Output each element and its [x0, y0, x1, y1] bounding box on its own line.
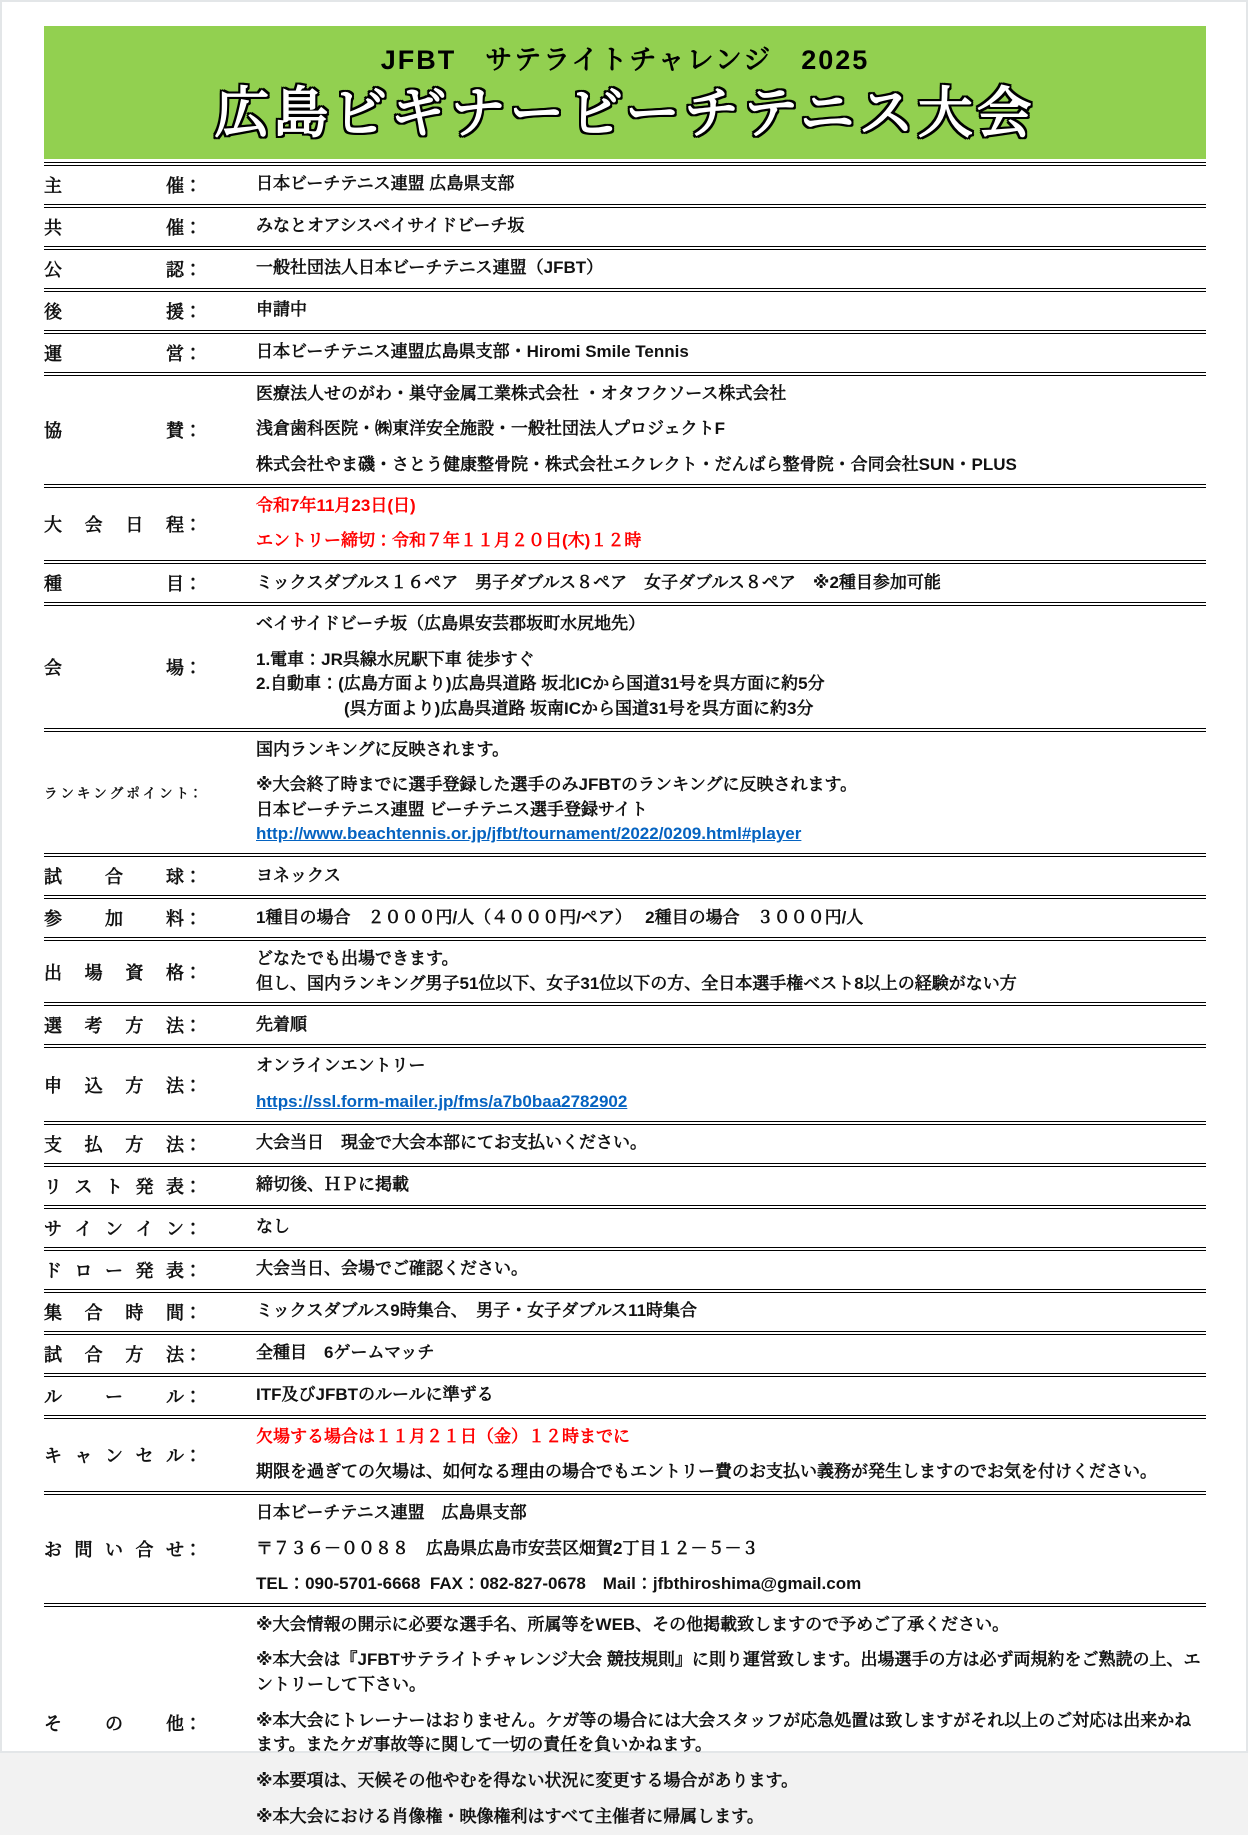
row-label-char: 会: [44, 657, 62, 678]
row-label: [44, 782, 202, 802]
row-label-char: 時: [125, 1302, 144, 1323]
row-content: [202, 1173, 1206, 1198]
row-label: [44, 1215, 202, 1241]
table-row: [44, 208, 1206, 250]
row-label-char: 公: [44, 259, 62, 280]
row-label-char: ャ: [74, 1445, 93, 1466]
row-label-char: 合: [84, 1302, 103, 1323]
row-label-char: 選: [44, 1016, 62, 1037]
row-content: [202, 214, 1206, 239]
row-label-char: 格：: [165, 962, 202, 983]
table-row: [44, 334, 1206, 376]
row-content: [202, 340, 1206, 365]
text-line: 医療法人せのがわ・巣守金属工業株式会社 ・オタフクソース株式会社: [256, 383, 787, 403]
row-content: [202, 738, 1206, 848]
text-line: ミックスダブルス9時集合、 男子・女子ダブルス11時集合: [256, 1301, 698, 1321]
row-label-char: 参: [44, 909, 62, 930]
row-label-char: 認：: [166, 259, 202, 280]
row-label-char: ル：: [166, 1386, 202, 1407]
row-content: [202, 947, 1206, 996]
row-label-char: 試: [44, 867, 62, 888]
row-label-char: 場: [84, 962, 103, 983]
row-label-char: 発: [135, 1260, 154, 1281]
table-row: [44, 1607, 1206, 1835]
row-label-char: 発: [135, 1176, 154, 1197]
row-label-char: 試: [44, 1344, 62, 1365]
text-line: ※本大会は『JFBTサテライトチャレンジ大会 競技規則』に則り運営致します。出場選手の方は必ず両規約をご熟読の上、エントリーして下さい。: [256, 1650, 1201, 1695]
row-label-char: 合: [105, 867, 123, 888]
row-label-char: 法：: [165, 1344, 202, 1365]
row-label-char: お: [44, 1539, 62, 1560]
row-label-char: ン：: [166, 1218, 202, 1239]
text-line: 期限を過ぎての欠場は、如何なる理由の場合でもエントリー費のお支払い義務が発生しますのでお気を付けください。: [256, 1462, 1157, 1482]
row-label-char: 合: [84, 1344, 103, 1365]
row-content: [202, 1054, 1206, 1114]
text-line: 日本ビーチテニス連盟 ビーチテニス選手登録サイト: [256, 799, 648, 819]
row-label-char: 球：: [166, 867, 202, 888]
info-table: [44, 162, 1206, 1835]
table-row: [44, 1419, 1206, 1495]
row-label-char: 考: [84, 1016, 103, 1037]
table-row: [44, 1125, 1206, 1167]
row-label-char: 場：: [166, 657, 202, 678]
text-line: 令和7年11月23日(日): [256, 495, 416, 515]
text-line: 日本ビーチテニス連盟広島県支部・Hiromi Smile Tennis: [256, 342, 689, 362]
text-line: 大会当日 現金で大会本部にてお支払いください。: [256, 1133, 647, 1153]
row-label-char: 他：: [166, 1713, 202, 1734]
text-line: 〒７３６－００８８ 広島県広島市安芸区畑賀2丁目１２－５－３: [256, 1538, 759, 1558]
row-label-char: 支: [44, 1134, 62, 1155]
text-line: 浅倉歯科医院・㈱東洋安全施設・一般社団法人プロジェクトF: [256, 419, 726, 439]
row-label: [44, 298, 202, 324]
table-row: [44, 1377, 1206, 1419]
row-content: [202, 1299, 1206, 1324]
row-label-char: 会: [84, 514, 103, 535]
row-label-char: ロ: [74, 1260, 93, 1281]
table-row: [44, 857, 1206, 899]
text-line: 締切後、ＨＰに掲載: [256, 1175, 409, 1195]
row-label-char: 申: [44, 1075, 62, 1096]
row-label-char: 援：: [166, 301, 202, 322]
row-content: [202, 1215, 1206, 1240]
row-content: [202, 1131, 1206, 1156]
row-label-char: 種: [44, 573, 62, 594]
row-label-char: 運: [44, 343, 62, 364]
row-label-char: 方: [125, 1075, 144, 1096]
row-label-char: 集: [44, 1302, 62, 1323]
row-label-char: ン: [105, 1218, 123, 1239]
row-label: [44, 417, 202, 443]
text-line: なし: [256, 1217, 290, 1237]
row-label-char: ン: [93, 786, 107, 802]
text-line: 2.自動車：(広島方面より)広島呉道路 坂北ICから国道31号を呉方面に約5分: [256, 674, 825, 694]
row-label-char: 賛：: [166, 420, 202, 441]
text-line: 日本ビーチテニス連盟 広島県支部: [256, 174, 515, 194]
row-label-char: 後: [44, 301, 62, 322]
row-label: [44, 256, 202, 282]
row-label-char: 間：: [165, 1302, 202, 1323]
row-label-char: 資: [125, 962, 144, 983]
hyperlink[interactable]: https://ssl.form-mailer.jp/fms/a7b0baa2782902: [256, 1092, 628, 1111]
row-label: [44, 654, 202, 680]
row-content: [202, 906, 1206, 931]
row-label-char: ル：: [166, 1445, 202, 1466]
row-label: [44, 1341, 202, 1367]
row-label-char: 加: [105, 909, 123, 930]
hyperlink[interactable]: http://www.beachtennis.or.jp/jfbt/tournament/2022/0209.html#player: [256, 824, 802, 844]
row-label-char: ポ: [126, 786, 140, 802]
text-line: 1種目の場合 ２０００円/人（４０００円/ペア） 2種目の場合 ３０００円/人: [256, 907, 864, 927]
row-label: [44, 511, 202, 537]
table-row: [44, 376, 1206, 488]
row-label: [44, 905, 202, 931]
table-row: [44, 941, 1206, 1006]
text-line: ヨネックス: [256, 865, 341, 885]
page-title: 広島ビギナービーチテニス大会: [214, 82, 1036, 144]
event-series-title: JFBT サテライトチャレンジ 2025: [380, 45, 870, 75]
row-label: [44, 570, 202, 596]
row-label-char: せ：: [166, 1539, 202, 1560]
row-label-char: ス: [74, 1176, 93, 1197]
table-row: [44, 1293, 1206, 1335]
row-label-char: リ: [44, 1176, 62, 1197]
row-label-char: キ: [76, 786, 91, 802]
text-line: 大会当日、会場でご確認ください。: [256, 1259, 528, 1279]
text-line: ※本大会にトレーナーはおりません。ケガ等の場合には大会スタッフが応急処置は致しますがそれ以上のご対応は出来かねます。またケガ事故等に関して一切の責任を負いかねます。: [256, 1710, 1192, 1755]
row-label-char: 料：: [166, 909, 202, 930]
table-row: [44, 1335, 1206, 1377]
row-label: [44, 1257, 202, 1283]
row-label-char: 日: [125, 514, 144, 535]
row-label: [44, 1442, 202, 1468]
text-line: 申請中: [256, 300, 307, 320]
text-line: 欠場する場合は１１月２１日（金）１２時までに: [256, 1426, 630, 1446]
row-label: [44, 1383, 202, 1409]
row-content: [202, 1257, 1206, 1282]
row-label-char: イ: [142, 786, 156, 802]
row-label-char: キ: [44, 1445, 62, 1466]
row-content: [202, 1613, 1206, 1829]
row-content: [202, 1013, 1206, 1038]
row-label-char: ン: [159, 786, 173, 802]
row-label-char: 催：: [166, 175, 202, 196]
row-label-char: 込: [84, 1075, 103, 1096]
table-row: [44, 732, 1206, 858]
row-content: [202, 1383, 1206, 1408]
text-line: エントリー締切：令和７年１１月２０日(木)１２時: [256, 531, 642, 551]
header-banner: [44, 26, 1206, 159]
row-label-char: 方: [125, 1016, 144, 1037]
table-row: [44, 292, 1206, 334]
row-label-char: 表：: [166, 1260, 202, 1281]
row-content: [202, 298, 1206, 323]
row-label-char: ー: [105, 1386, 123, 1407]
table-row: [44, 1006, 1206, 1048]
row-label: [44, 340, 202, 366]
text-line: (呉方面より)広島呉道路 坂南ICから国道31号を呉方面に約3分: [344, 698, 814, 718]
row-content: [202, 382, 1206, 478]
row-label-char: ン: [105, 1445, 123, 1466]
row-label-char: 方: [125, 1134, 144, 1155]
table-row: [44, 899, 1206, 941]
row-label-char: ト: [105, 1176, 123, 1197]
table-row: [44, 1048, 1206, 1124]
row-label-char: イ: [135, 1218, 154, 1239]
table-row: [44, 1167, 1206, 1209]
row-label: [44, 214, 202, 240]
row-label-char: い: [105, 1539, 123, 1560]
row-label-char: 方: [125, 1344, 144, 1365]
text-line: ※本要項は、天候その他やむを得ない状況に変更する場合があります。: [256, 1771, 799, 1791]
row-label: [44, 172, 202, 198]
row-label: [44, 1299, 202, 1325]
row-label-char: 払: [84, 1134, 103, 1155]
text-line: ※本大会における肖像権・映像権利はすべて主催者に帰属します。: [256, 1806, 764, 1826]
row-label-char: 営：: [166, 343, 202, 364]
row-content: [202, 172, 1206, 197]
row-label-char: イ: [74, 1218, 93, 1239]
text-line: 全種目 6ゲームマッチ: [256, 1343, 435, 1363]
table-row: [44, 564, 1206, 606]
row-label-char: ン: [60, 786, 74, 802]
text-line: みなとオアシスベイサイドビーチ坂: [256, 216, 525, 236]
row-label-char: ト：: [175, 786, 202, 802]
row-label-char: 合: [135, 1539, 154, 1560]
row-label-char: 協: [44, 420, 62, 441]
text-line: 国内ランキングに反映されます。: [256, 739, 510, 759]
row-label-char: セ: [135, 1445, 154, 1466]
table-row: [44, 1209, 1206, 1251]
row-label-char: 大: [44, 514, 62, 535]
row-content: [202, 571, 1206, 596]
row-label-char: の: [105, 1713, 123, 1734]
row-label-char: グ: [109, 786, 123, 802]
text-line: 但し、国内ランキング男子51位以下、女子31位以下の方、全日本選手権ベスト8以上の経験がない方: [256, 973, 1017, 993]
text-line: どなたでも出場できます。: [256, 949, 459, 969]
text-line: 先着順: [256, 1015, 307, 1035]
text-line: 1.電車：JR呉線水尻駅下車 徒歩すぐ: [256, 649, 535, 669]
table-row: [44, 1251, 1206, 1293]
row-content: [202, 494, 1206, 554]
table-row: [44, 488, 1206, 564]
row-label: [44, 1131, 202, 1157]
row-label: [44, 863, 202, 889]
row-label-char: ー: [105, 1260, 123, 1281]
text-line: ミックスダブルス１６ペア 男子ダブルス８ペア 女子ダブルス８ペア ※2種目参加可能: [256, 572, 941, 592]
row-label: [44, 1536, 202, 1562]
table-row: [44, 250, 1206, 292]
row-content: [202, 1501, 1206, 1597]
table-row: [44, 606, 1206, 732]
row-label-char: 法：: [165, 1075, 202, 1096]
text-line: ITF及びJFBTのルールに準ずる: [256, 1385, 494, 1405]
row-label-char: 程：: [165, 514, 202, 535]
row-label: [44, 1710, 202, 1736]
row-label-char: ラ: [44, 786, 58, 802]
text-line: 株式会社やま磯・さとう健康整骨院・株式会社エクレクト・だんばら整骨院・合同会社SUN・PLUS: [256, 455, 1017, 475]
row-label-char: 主: [44, 175, 62, 196]
text-line: 日本ビーチテニス連盟 広島県支部: [256, 1502, 527, 1522]
row-content: [202, 1341, 1206, 1366]
row-label-char: 催：: [166, 217, 202, 238]
row-label-char: 法：: [165, 1016, 202, 1037]
row-label-char: 目：: [166, 573, 202, 594]
row-label-char: 問: [74, 1539, 93, 1560]
row-label-char: 表：: [166, 1176, 202, 1197]
text-line: ※大会情報の開示に必要な選手名、所属等をWEB、その他掲載致しますので予めご了承ください。: [256, 1614, 1010, 1634]
text-line: ベイサイドビーチ坂（広島県安芸郡坂町水尻地先）: [256, 613, 646, 633]
row-label-char: 共: [44, 217, 62, 238]
row-label-char: サ: [44, 1218, 62, 1239]
row-label-char: 出: [44, 962, 62, 983]
text-line: TEL：090-5701-6668 FAX：082-827-0678 Mail：jfbthiroshima@gmail.com: [256, 1574, 862, 1594]
table-row: [44, 1495, 1206, 1607]
row-label: [44, 1072, 202, 1098]
row-content: [202, 256, 1206, 281]
text-line: オンラインエントリー: [256, 1056, 426, 1076]
text-line: 一般社団法人日本ビーチテニス連盟（JFBT）: [256, 258, 604, 278]
row-label: [44, 1173, 202, 1199]
row-content: [202, 1425, 1206, 1485]
row-label-char: そ: [44, 1713, 62, 1734]
row-content: [202, 864, 1206, 889]
text-line: ※大会終了時までに選手登録した選手のみJFBTのランキングに反映されます。: [256, 775, 858, 795]
row-label: [44, 959, 202, 985]
row-label-char: ル: [44, 1386, 62, 1407]
row-label-char: ド: [44, 1260, 62, 1281]
row-label: [44, 1012, 202, 1038]
table-row: [44, 166, 1206, 208]
row-label-char: 法：: [165, 1134, 202, 1155]
row-content: [202, 612, 1206, 722]
